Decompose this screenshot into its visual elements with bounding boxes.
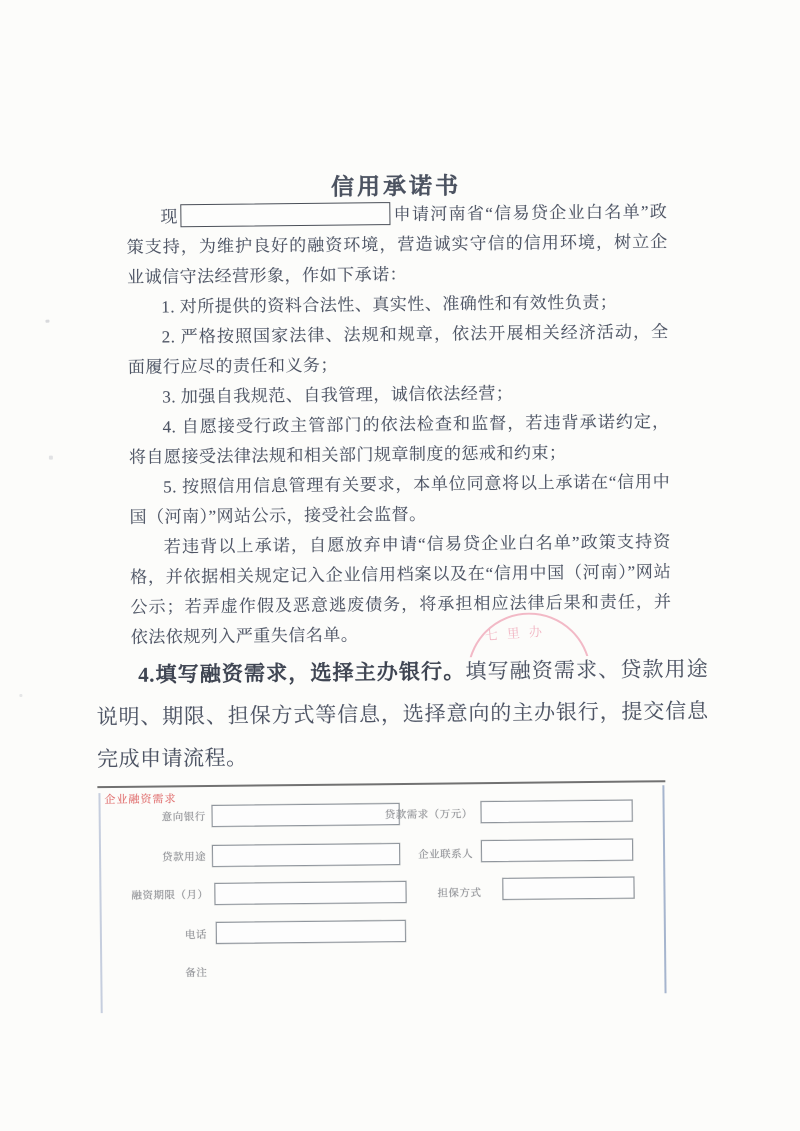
intro-prefix: 现 (160, 207, 179, 227)
guarantee-method-input (502, 877, 634, 900)
commitment-letter-body (126, 197, 672, 653)
scan-speck (45, 320, 49, 323)
form-right-border (662, 785, 666, 993)
company-contact-input (481, 839, 633, 863)
document-title: 信用承诺书 (330, 173, 462, 200)
seal-text: 七里办 (484, 622, 552, 644)
form-top-border (97, 780, 665, 788)
scan-speck (49, 456, 53, 460)
intro-paragraph (126, 197, 668, 293)
company-name-blank-box (181, 202, 391, 227)
guide-step-heading: 4.填写融资需求，选择主办银行。 (138, 659, 466, 687)
remarks-label: 备注 (185, 967, 208, 980)
form-legend: 企业融资需求 (104, 793, 177, 807)
commitment-item-5: 5. 按照信用信息管理有关要求，本单位同意将以上承诺在“信用中国（河南）”网站公示，接受社会监督。 (129, 472, 671, 527)
intro-suffix: 申请河南省“信易贷企业白名单”政策支持，为维护良好的融资环境，营造诚实守信的信用环境，树立企业诚信守法经营形象，作如下承诺： (126, 202, 668, 287)
commitment-item-1: 1. 对所提供的资料合法性、真实性、准确性和有效性负责； (161, 292, 618, 317)
phone-input (216, 920, 406, 944)
commitment-item-2: 2. 严格按照国家法律、法规和规章，依法开展相关经济活动，全面履行应尽的责任和义务； (127, 322, 669, 377)
financing-term-label: 融资期限（月） (131, 889, 209, 902)
loan-demand-label: 贷款需求（万元） (384, 808, 473, 822)
guide-step-body: 填写融资需求、贷款用途说明、期限、担保方式等信息，选择意向的主办银行，提交信息完成申请流程。 (96, 656, 709, 772)
closing-paragraph: 若违背以上承诺，自愿放弃申请“信易贷企业白名单”政策支持资格，并依据相关规定记入企业信用档案以及在“信用中国（河南）”网站公示；若弄虚作假及恶意逃废债务，将承担相应法律后果和责任，并依法依规列入严重失信名单。 (130, 532, 672, 647)
intended-bank-label: 意向银行 (161, 811, 206, 824)
guide-paragraph (96, 648, 709, 780)
phone-label: 电话 (184, 929, 207, 942)
commitment-item-3: 3. 加强自我规范、自我管理，诚信依法经营； (162, 383, 514, 407)
guarantee-method-label: 担保方式 (437, 887, 482, 900)
loan-purpose-label: 贷款用途 (162, 851, 207, 864)
loan-demand-input (481, 800, 633, 824)
financing-form-screenshot (97, 780, 667, 1020)
scan-speck (19, 694, 22, 697)
company-contact-label: 企业联系人 (418, 848, 474, 861)
commitment-item-4: 4. 自愿接受行政主管部门的依法检查和监督，若违背承诺约定，将自愿接受法律法规和相关部门规章制度的惩戒和约束； (128, 412, 670, 467)
guide-step-section (96, 648, 709, 780)
